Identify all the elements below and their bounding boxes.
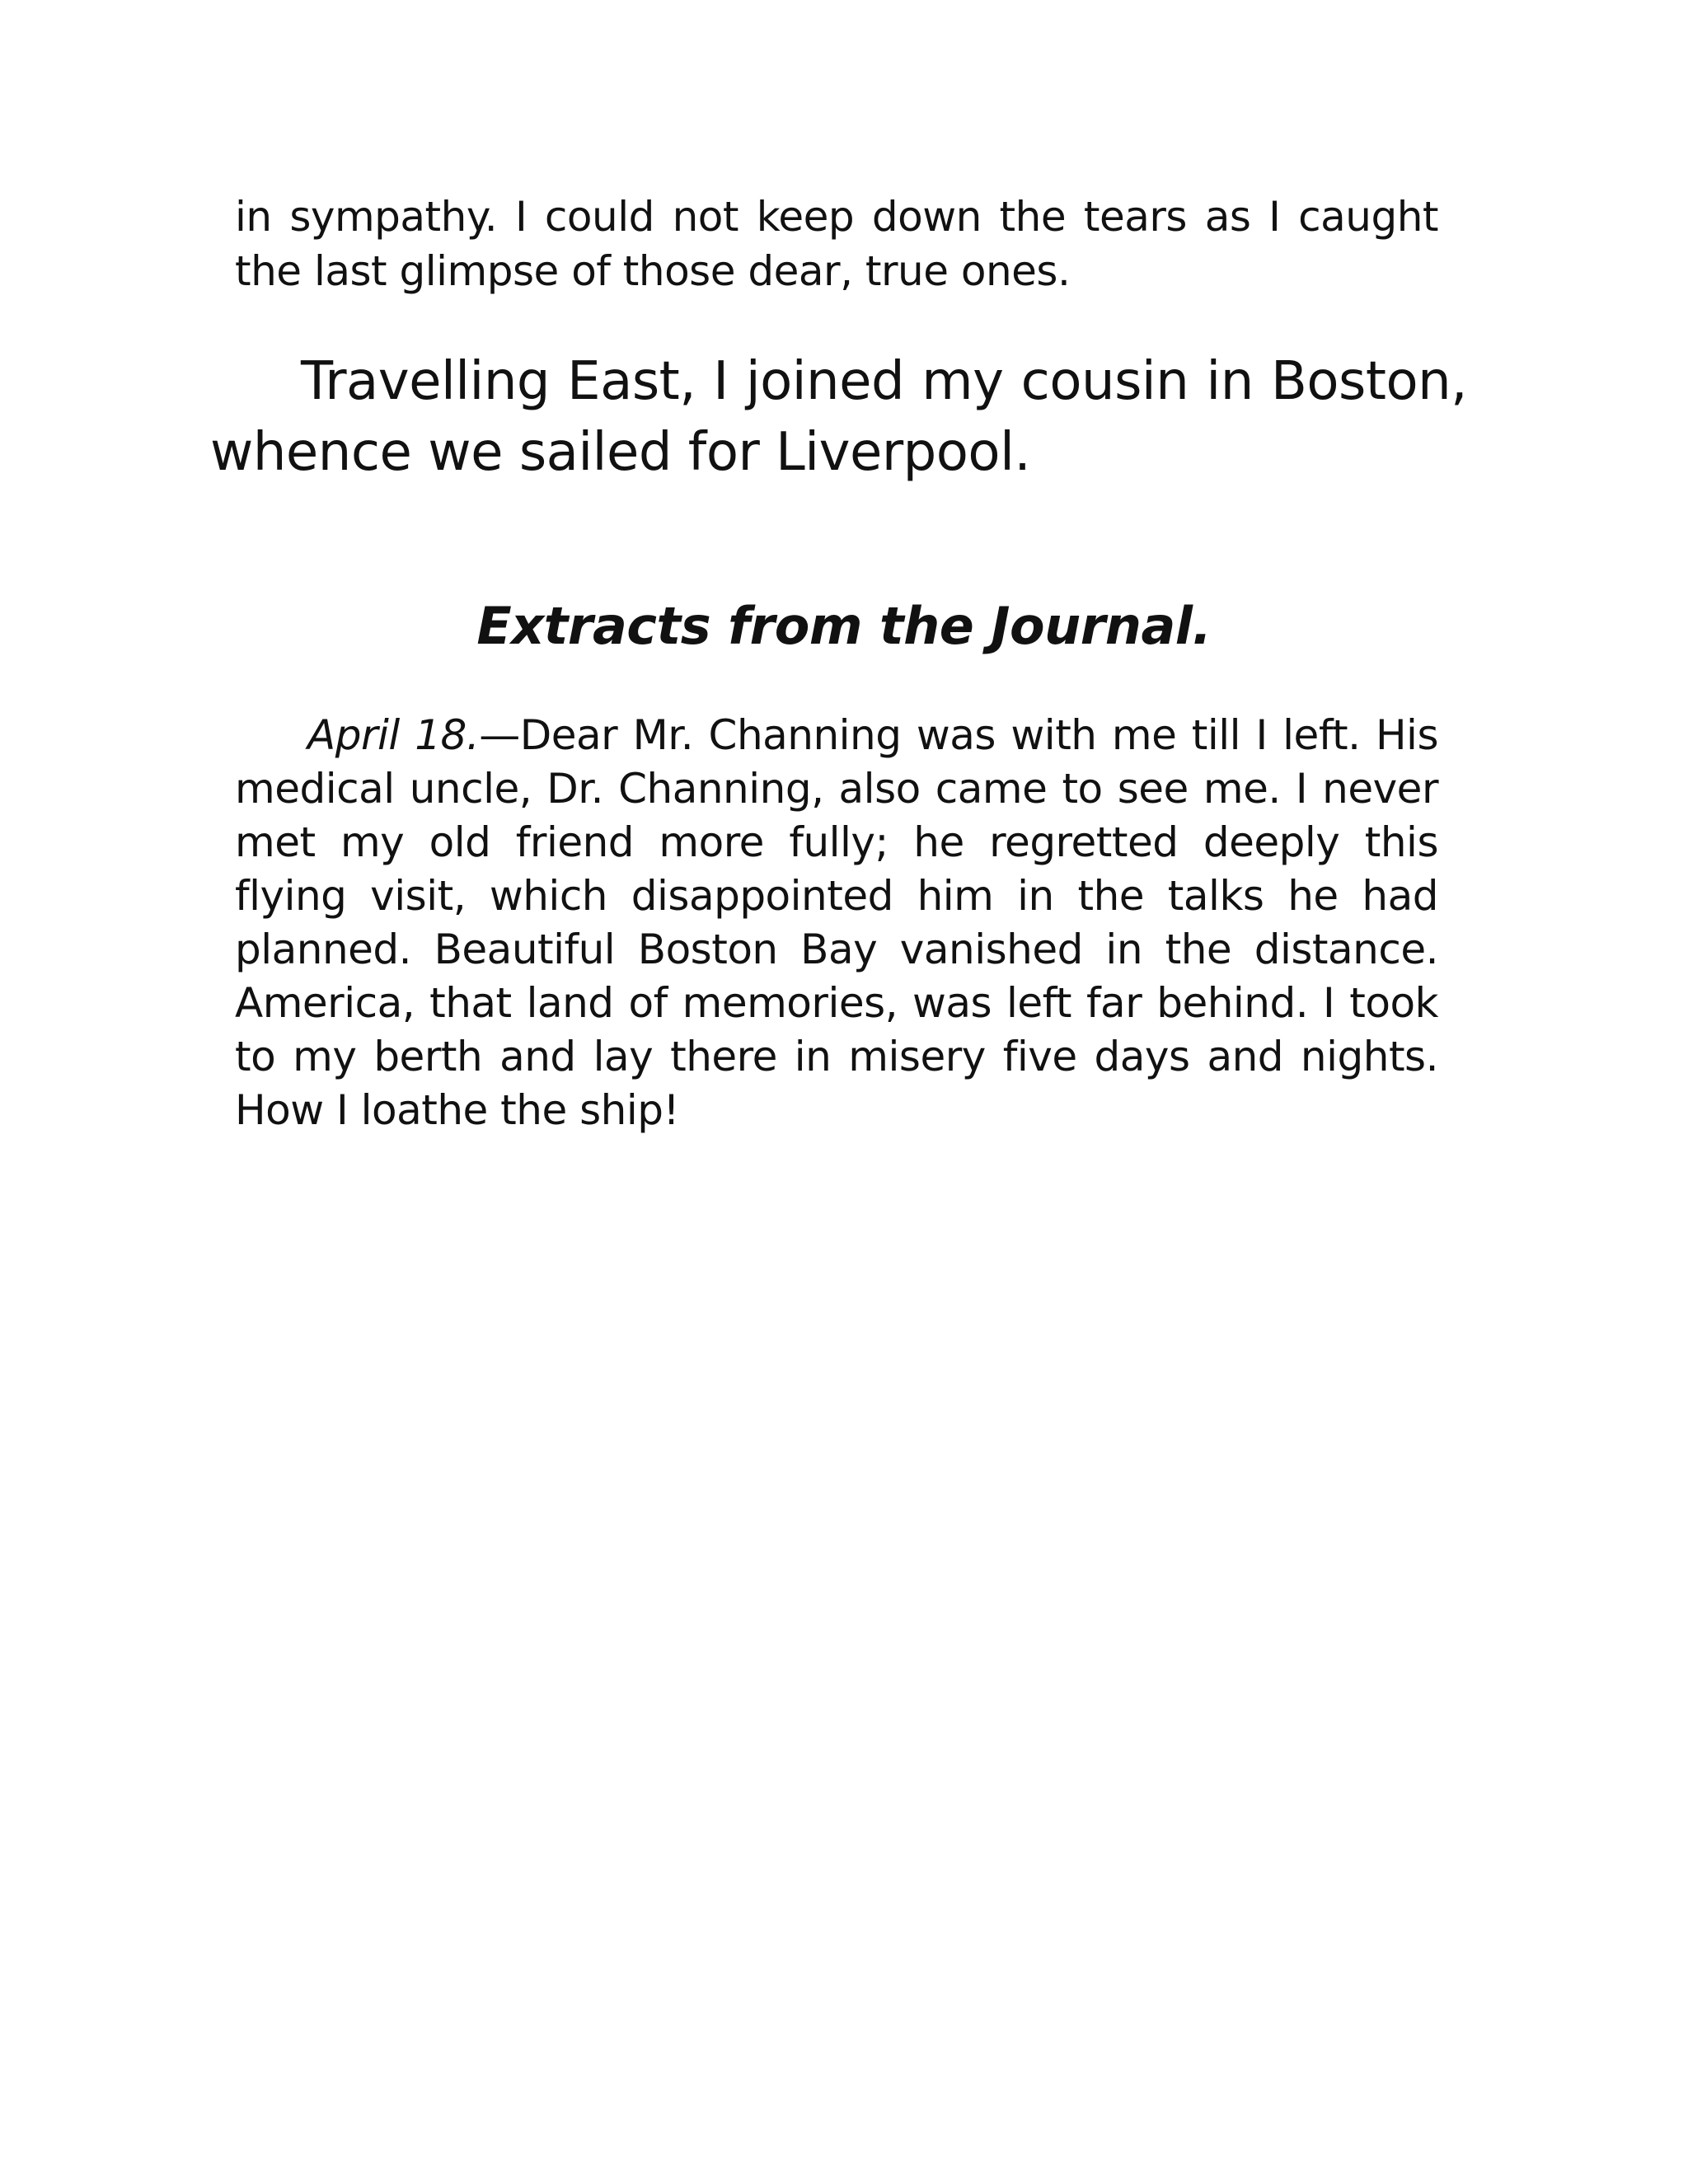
travel-paragraph: Travelling East, I joined my cousin in Boston, whence we sailed for Liverpool. — [210, 351, 1467, 483]
section-heading: Extracts from the Journal. — [476, 596, 1212, 656]
journal-entry-date: April 18. — [307, 711, 480, 759]
journal-entry-text: —Dear Mr. Channing was with me till I left. His medical uncle, Dr. Channing, also came to see me. I never met my old friend more fully; he regretted deeply this flying visit, which disappointed him in the talks he had planned. Beautiful Boston Bay vanished in the distance. America, that land of memories, was left far behind. I took to my berth and lay there in misery five days and nights. How I loathe the ship! — [235, 711, 1438, 1134]
continued-paragraph: in sympathy. I could not keep down the tears as I caught the last glimpse of those dear, true ones. — [235, 193, 1438, 295]
journal-entry — [235, 709, 1438, 1137]
